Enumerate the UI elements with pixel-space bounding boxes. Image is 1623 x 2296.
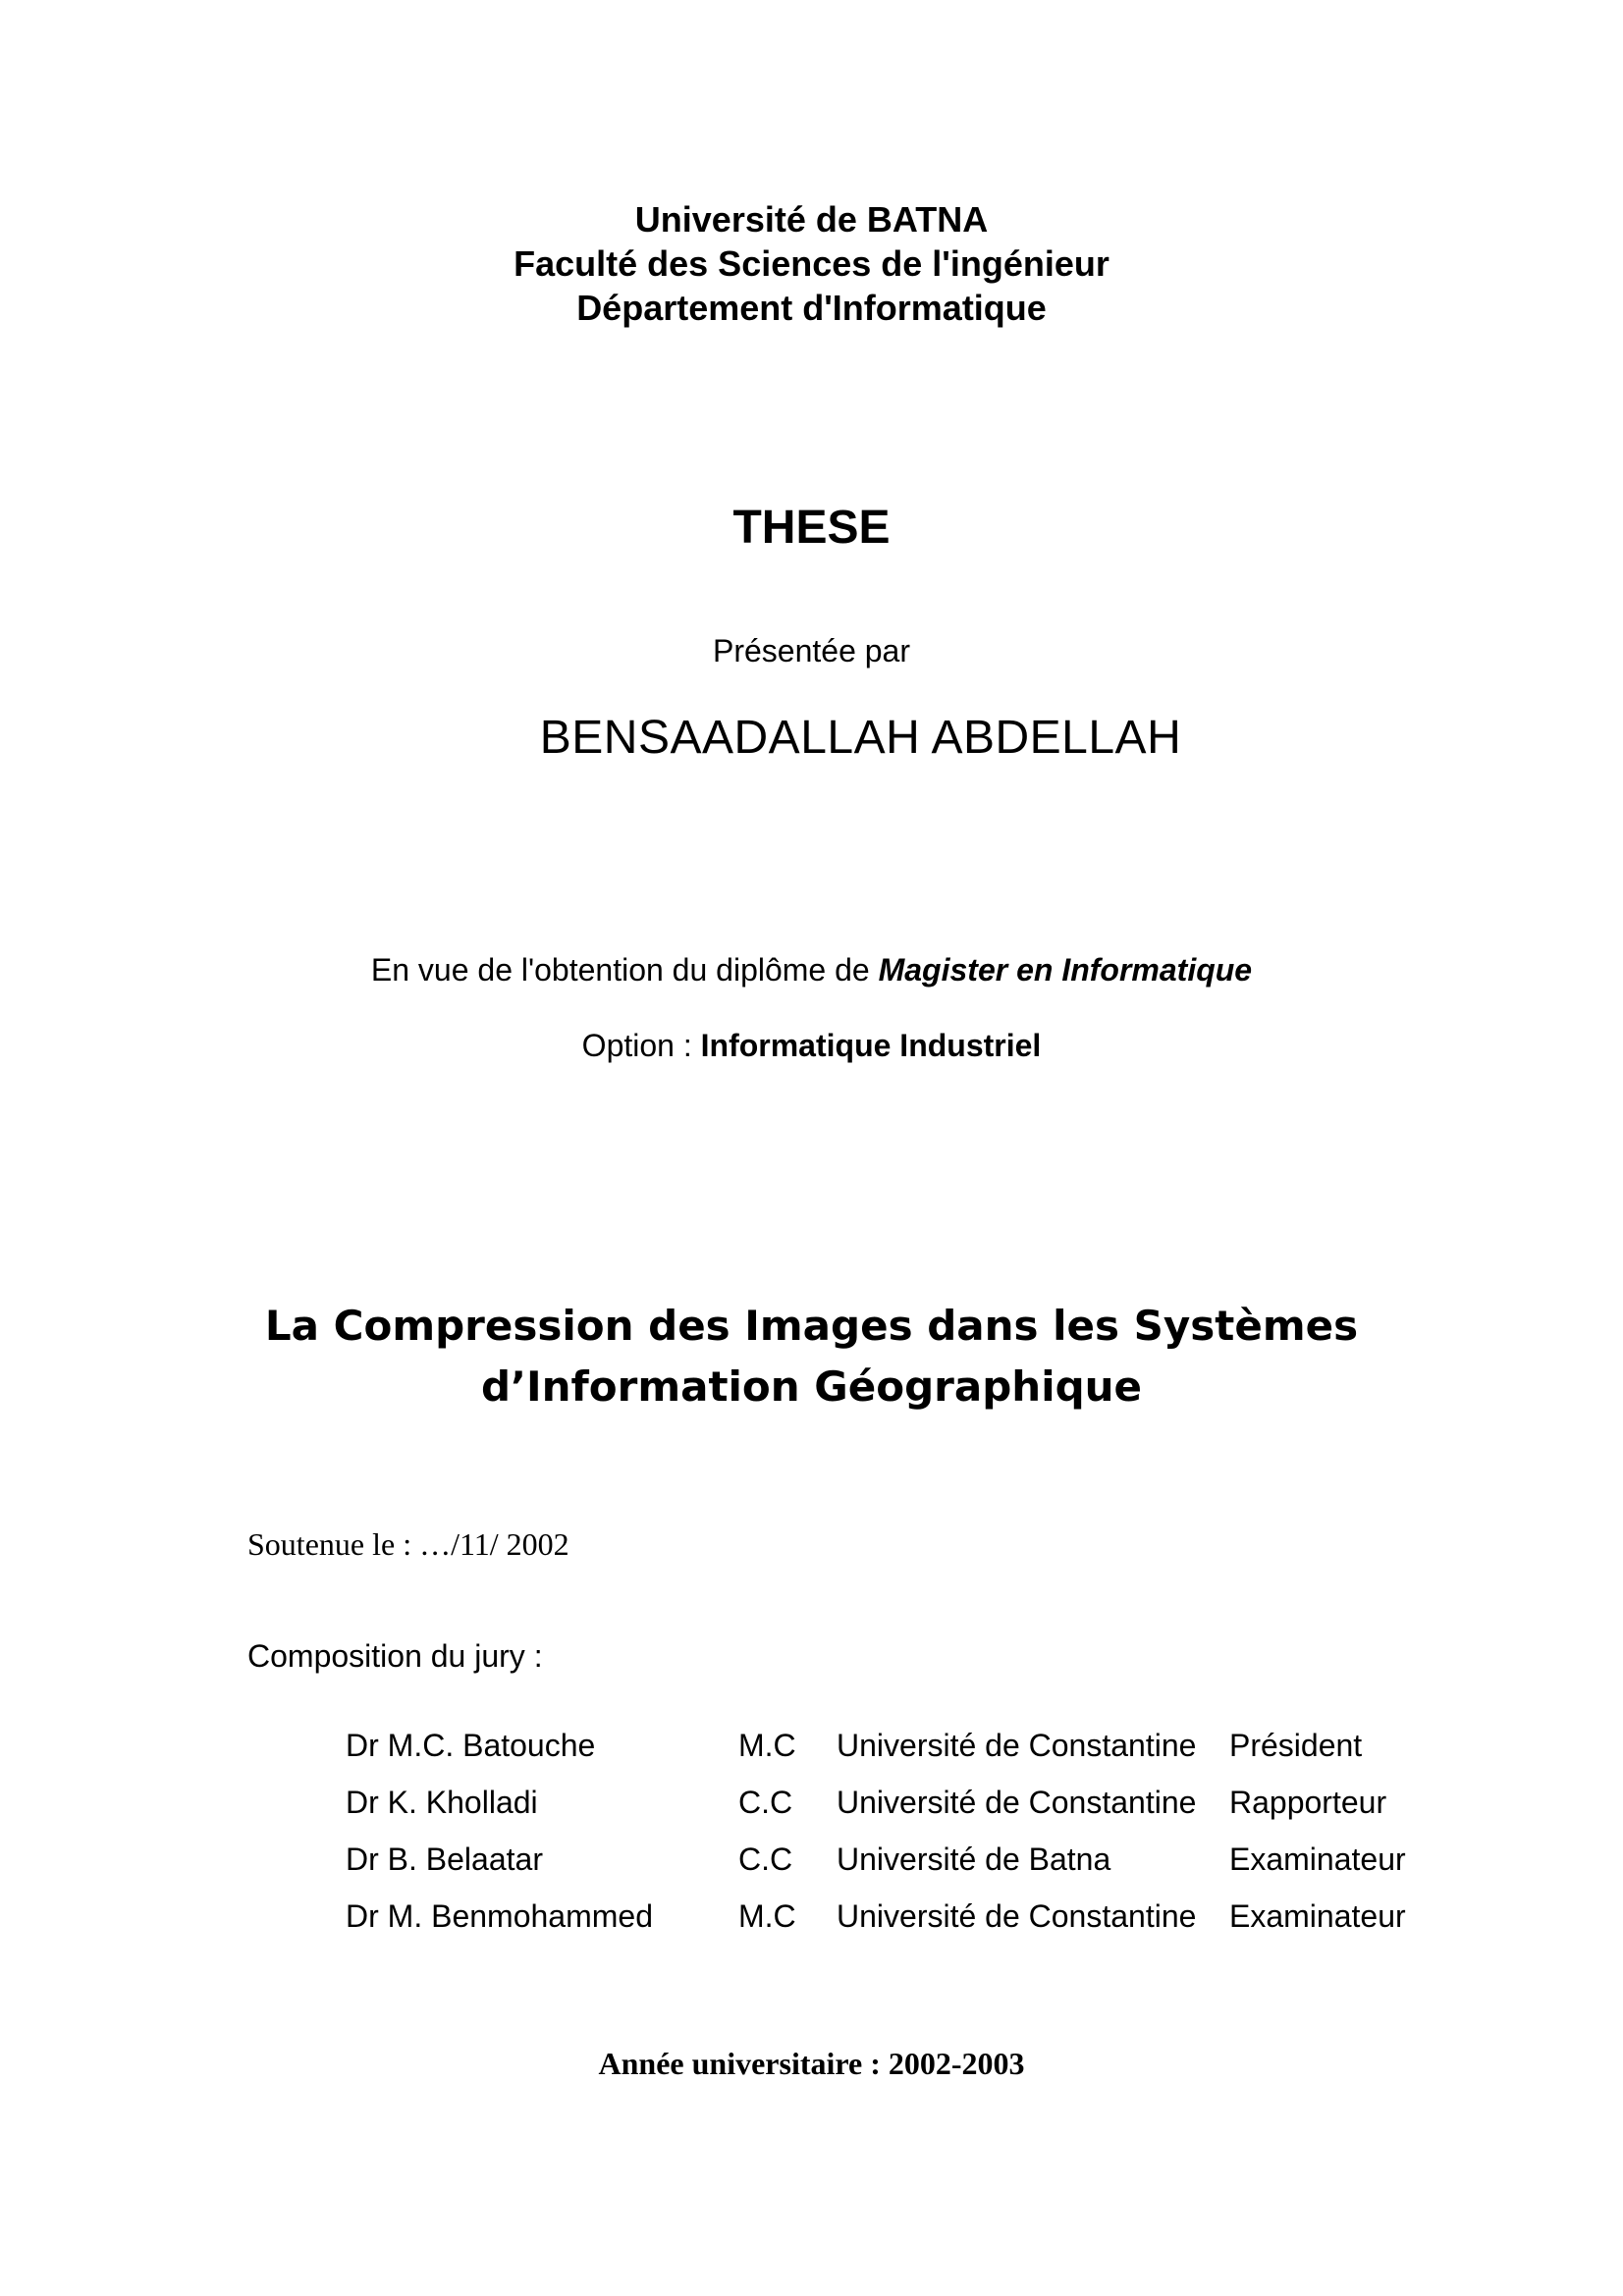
jury-member-role: Président [1229,1728,1363,1763]
diploma-prefix: En vue de l'obtention du diplôme de [370,952,879,988]
jury-row [346,1896,1475,1953]
university-name: Université de BATNA [634,199,989,240]
presented-by-label: Présentée par [712,633,910,668]
jury-member-grade: C.C [738,1785,793,1820]
jury-member-name: Dr M.C. Batouche [346,1728,596,1763]
jury-member-name: Dr B. Belaatar [346,1842,543,1877]
thesis-title-line-2: d’Information Géographique [480,1362,1143,1411]
jury-member-university: Université de Batna [837,1842,1111,1877]
jury-row [346,1726,1475,1783]
jury-row [346,1840,1475,1896]
jury-member-university: Université de Constantine [837,1898,1197,1934]
jury-member-name: Dr M. Benmohammed [346,1898,653,1934]
option-line [0,1026,1623,1065]
jury-member-name: Dr K. Kholladi [346,1785,538,1820]
jury-member-grade: C.C [738,1842,793,1877]
jury-member-university: Université de Constantine [837,1728,1197,1763]
diploma-degree: Magister en Informatique [878,952,1253,988]
author-name: BENSAADALLAH ABDELLAH [539,712,1182,764]
option-value: Informatique Industriel [700,1028,1042,1063]
jury-table [346,1726,1475,1953]
document-type-heading: THESE [732,502,891,554]
thesis-title-line-1: La Compression des Images dans les Systèmes [264,1302,1359,1350]
jury-member-role: Examinateur [1229,1842,1406,1877]
defense-date: Soutenue le : …/11/ 2002 [247,1526,569,1562]
academic-year: Année universitaire : 2002-2003 [598,2046,1025,2081]
jury-member-grade: M.C [738,1728,796,1763]
option-label: Option : [581,1028,701,1063]
faculty-name: Faculté des Sciences de l'ingénieur [514,243,1109,284]
jury-member-role: Examinateur [1229,1898,1406,1934]
jury-row [346,1783,1475,1840]
jury-member-role: Rapporteur [1229,1785,1387,1820]
jury-member-university: Université de Constantine [837,1785,1197,1820]
jury-member-grade: M.C [738,1898,796,1934]
jury-heading: Composition du jury : [247,1638,543,1674]
department-name: Département d'Informatique [576,288,1047,328]
diploma-line [0,950,1623,989]
